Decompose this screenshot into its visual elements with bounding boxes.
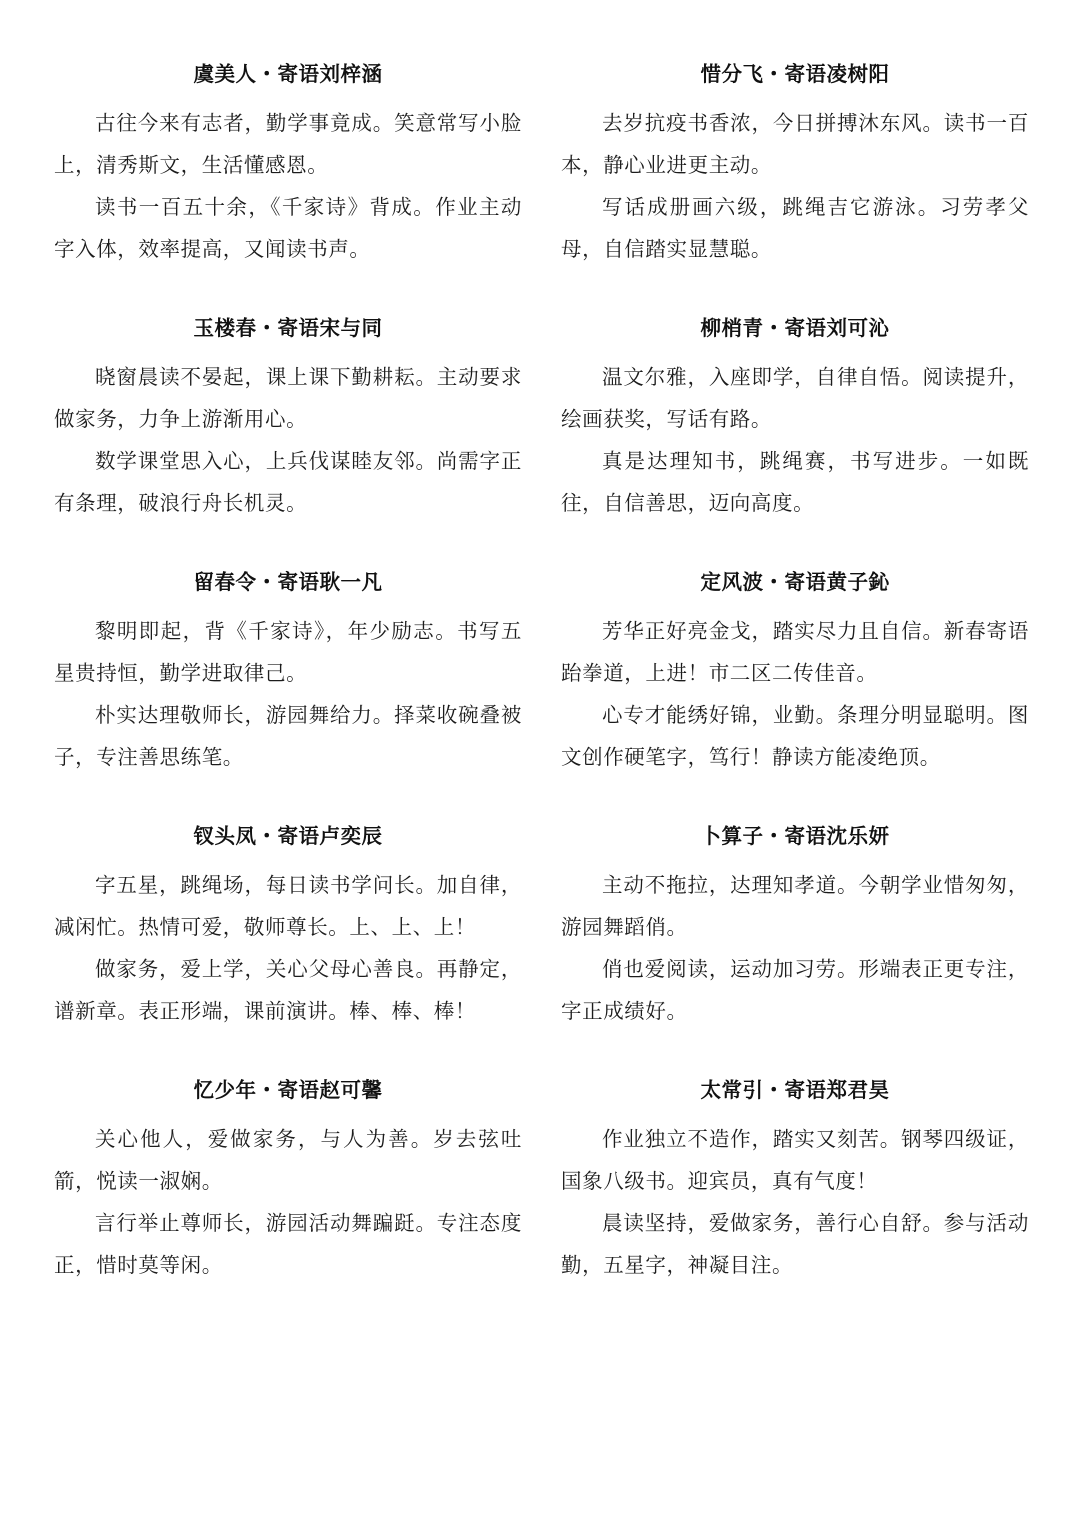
- poem-title: 钗头凤・寄语卢奕辰: [193, 824, 383, 848]
- poem-paragraph: 数学课堂思入心，上兵伐谋睦友邻。尚需字正有条理，破浪行舟长机灵。: [54, 449, 522, 515]
- poem-title: 太常引・寄语郑君昊: [700, 1078, 890, 1102]
- poem-paragraph: 芳华正好亮金戈，踏实尽力且自信。新春寄语跆拳道，上进！市二区二传佳音。: [561, 619, 1029, 685]
- poem-paragraph: 去岁抗疫书香浓，今日拼搏沐东风。读书一百本，静心业进更主动。: [561, 111, 1029, 177]
- poem-title: 留春令・寄语耿一凡: [193, 570, 383, 594]
- poem-paragraph: 黎明即起，背《千家诗》，年少励志。书写五星贵持恒，勤学进取律己。: [54, 619, 522, 685]
- poem-card-9: [54, 1076, 522, 1286]
- poem-title: 惜分飞・寄语凌树阳: [700, 62, 890, 86]
- poem-paragraph: 言行举止尊师长，游园活动舞蹁跹。专注态度正，惜时莫等闲。: [54, 1211, 522, 1277]
- poem-paragraph: 写话成册画六级，跳绳吉它游泳。习劳孝父母，自信踏实显慧聪。: [561, 195, 1029, 261]
- poem-paragraph: 晨读坚持，爱做家务，善行心自舒。参与活动勤，五星字，神凝目注。: [561, 1211, 1029, 1277]
- poem-paragraph: 主动不拖拉，达理知孝道。今朝学业惜匆匆，游园舞蹈俏。: [561, 873, 1029, 939]
- poem-paragraph: 心专才能绣好锦，业勤。条理分明显聪明。图文创作硬笔字，笃行！静读方能凌绝顶。: [561, 703, 1029, 769]
- poem-card-8: [561, 822, 1029, 1032]
- poem-paragraph: 字五星，跳绳场，每日读书学问长。加自律，减闲忙。热情可爱，敬师尊长。上、上、上！: [54, 873, 522, 939]
- poem-title: 定风波・寄语黄子鈊: [700, 570, 890, 594]
- poem-title: 玉楼春・寄语宋与同: [193, 316, 383, 340]
- poem-paragraph: 古往今来有志者，勤学事竟成。笑意常写小脸上，清秀斯文，生活懂感恩。: [54, 111, 522, 177]
- poem-paragraph: 做家务，爱上学，关心父母心善良。再静定，谱新章。表正形端，课前演讲。棒、棒、棒！: [54, 957, 522, 1023]
- poem-paragraph: 俏也爱阅读，运动加习劳。形端表正更专注，字正成绩好。: [561, 957, 1029, 1023]
- poem-paragraph: 读书一百五十余，《千家诗》背成。作业主动字入体，效率提高，又闻读书声。: [54, 195, 522, 261]
- poem-title: 柳梢青・寄语刘可沁: [700, 316, 890, 340]
- poem-card-4: [561, 314, 1029, 524]
- poem-paragraph: 关心他人，爱做家务，与人为善。岁去弦吐箭，悦读一淑娴。: [54, 1127, 522, 1193]
- poem-title: 卜算子・寄语沈乐妍: [700, 824, 890, 848]
- poem-card-10: [561, 1076, 1029, 1286]
- poem-card-3: [54, 314, 522, 524]
- poem-paragraph: 作业独立不造作，踏实又刻苦。钢琴四级证，国象八级书。迎宾员，真有气度！: [561, 1127, 1029, 1193]
- poem-paragraph: 温文尔雅，入座即学，自律自悟。阅读提升，绘画获奖，写话有路。: [561, 365, 1029, 431]
- poem-card-5: [54, 568, 522, 778]
- poem-title: 虞美人・寄语刘梓涵: [193, 62, 383, 86]
- poem-title: 忆少年・寄语赵可馨: [193, 1078, 383, 1102]
- poem-paragraph: 真是达理知书，跳绳赛，书写进步。一如既往，自信善思，迈向高度。: [561, 449, 1029, 515]
- poem-card-1: [54, 60, 522, 270]
- poem-paragraph: 朴实达理敬师长，游园舞给力。择菜收碗叠被子，专注善思练笔。: [54, 703, 522, 769]
- poem-paragraph: 晓窗晨读不晏起，课上课下勤耕耘。主动要求做家务，力争上游渐用心。: [54, 365, 522, 431]
- poem-card-6: [561, 568, 1029, 778]
- poem-card-2: [561, 60, 1029, 270]
- poem-card-7: [54, 822, 522, 1032]
